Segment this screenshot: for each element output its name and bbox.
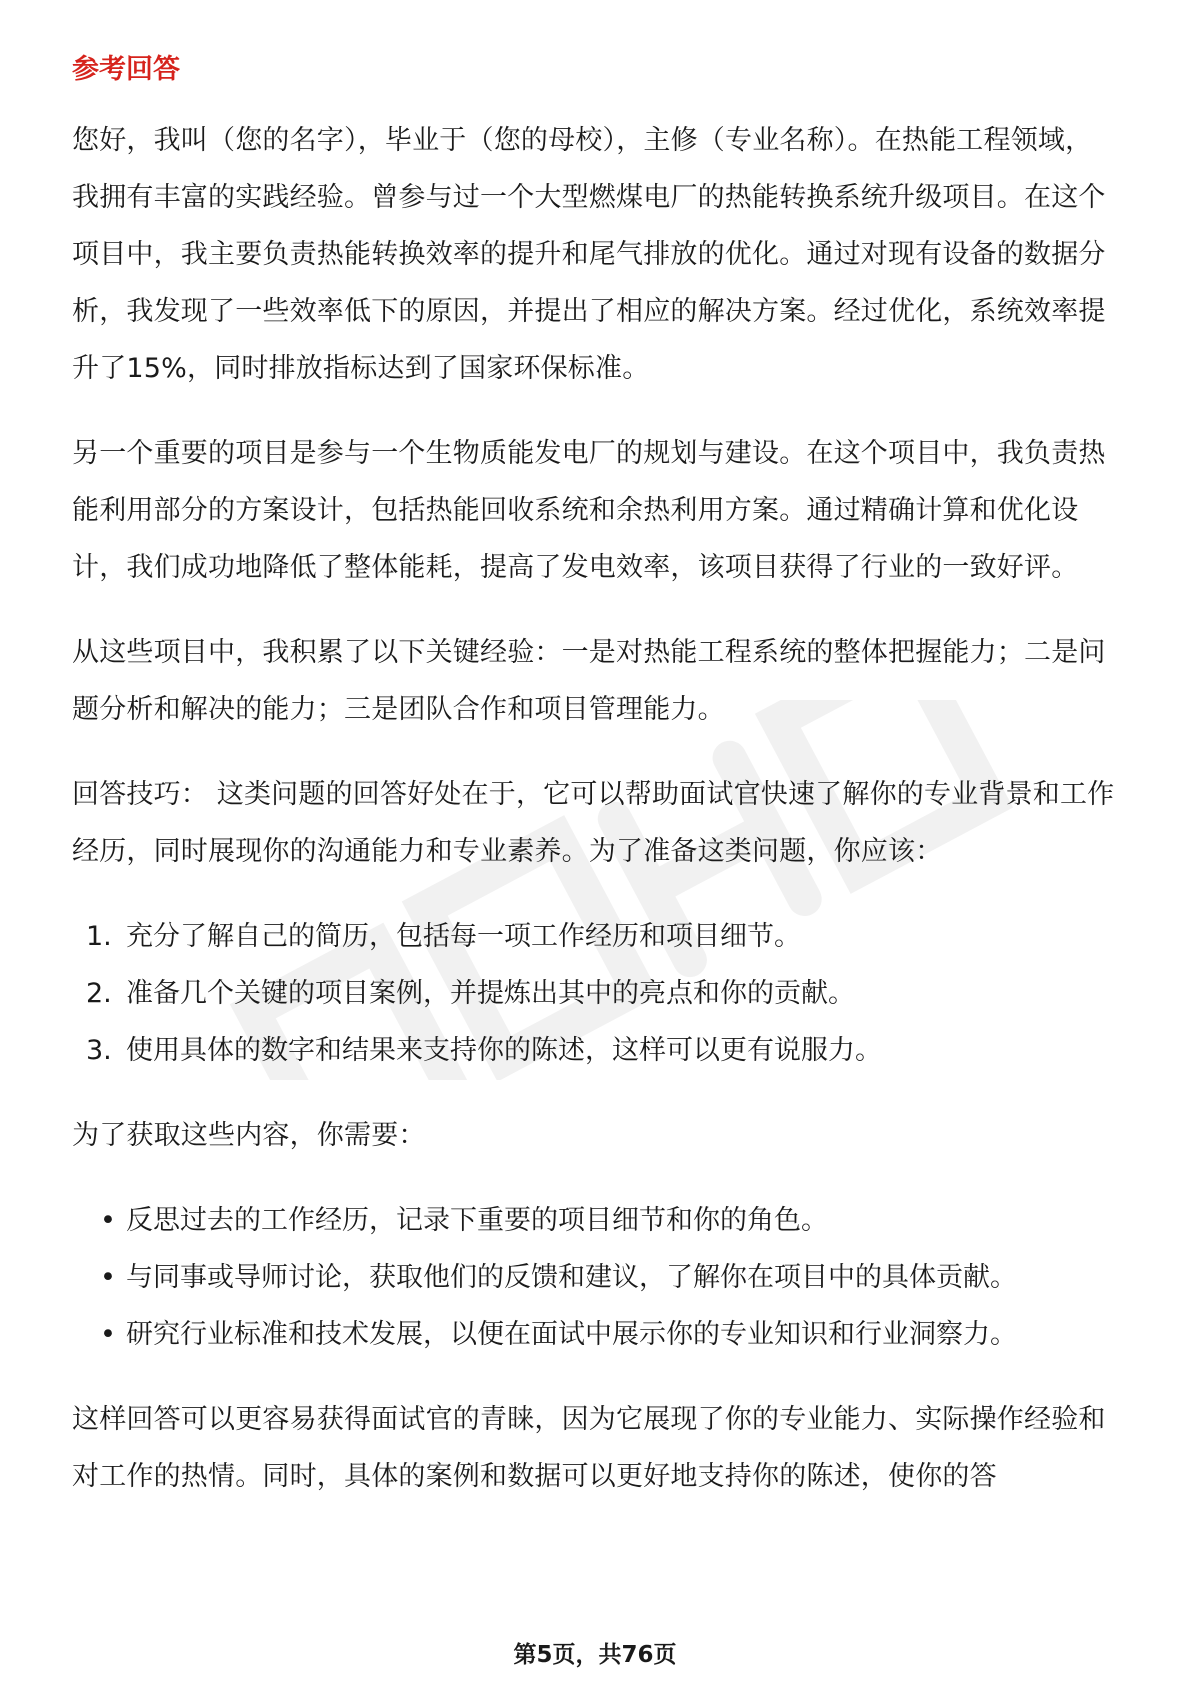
paragraph-gather-content: 为了获取这些内容，你需要： bbox=[72, 1120, 426, 1151]
list-item-text: 反思过去的工作经历，记录下重要的项目细节和你的角色。 bbox=[126, 1205, 828, 1236]
list-item bbox=[72, 1192, 1118, 1249]
list-item-text: 与同事或导师讨论，获取他们的反馈和建议，了解你在项目中的具体贡献。 bbox=[126, 1262, 1017, 1293]
numbered-list bbox=[72, 908, 1118, 1079]
list-item bbox=[72, 1022, 1118, 1079]
list-item-text: 充分了解自己的简历，包括每一项工作经历和项目细节。 bbox=[126, 921, 801, 952]
paragraph-closing: 这样回答可以更容易获得面试官的青睐，因为它展现了你的专业能力、实际操作经验和对工作的热情。同时，具体的案例和数据可以更好地支持你的陈述，使你的答 bbox=[72, 1404, 1106, 1492]
page-number-footer: 第5页，共76页 bbox=[513, 1642, 677, 1668]
bullet-icon: • bbox=[100, 1205, 116, 1236]
list-item-text: 研究行业标准和技术发展，以便在面试中展示你的专业知识和行业洞察力。 bbox=[126, 1319, 1017, 1350]
list-item bbox=[72, 965, 1118, 1022]
bullet-icon: • bbox=[100, 1319, 116, 1350]
list-item-text: 准备几个关键的项目案例，并提炼出其中的亮点和你的贡献。 bbox=[126, 978, 855, 1009]
list-item bbox=[72, 908, 1118, 965]
paragraph-project-two: 另一个重要的项目是参与一个生物质能发电厂的规划与建设。在这个项目中，我负责热能利用部分的方案设计，包括热能回收系统和余热利用方案。通过精确计算和优化设计，我们成功地降低了整体能耗，提高了发电效率，该项目获得了行业的一致好评。 bbox=[72, 438, 1106, 583]
list-item-text: 使用具体的数字和结果来支持你的陈述，这样可以更有说服力。 bbox=[126, 1035, 882, 1066]
bullet-list bbox=[72, 1192, 1118, 1363]
paragraph-intro: 您好，我叫（您的名字），毕业于（您的母校），主修（专业名称）。在热能工程领域，我拥有丰富的实践经验。曾参与过一个大型燃煤电厂的热能转换系统升级项目。在这个项目中，我主要负责热能转换效率的提升和尾气排放的优化。通过对现有设备的数据分析，我发现了一些效率低下的原因，并提出了相应的解决方案。经过优化，系统效率提升了15%，同时排放指标达到了国家环保标准。 bbox=[72, 125, 1106, 384]
paragraph-key-experience: 从这些项目中，我积累了以下关键经验：一是对热能工程系统的整体把握能力；二是问题分析和解决的能力；三是团队合作和项目管理能力。 bbox=[72, 637, 1106, 725]
list-number: 1. bbox=[86, 921, 112, 952]
list-number: 2. bbox=[86, 978, 112, 1009]
list-item bbox=[72, 1306, 1118, 1363]
bullet-icon: • bbox=[100, 1262, 116, 1293]
list-item bbox=[72, 1249, 1118, 1306]
section-heading: 参考回答 bbox=[72, 54, 180, 85]
document-body bbox=[72, 50, 1118, 1533]
paragraph-answer-tips: 回答技巧： 这类问题的回答好处在于，它可以帮助面试官快速了解你的专业背景和工作经历，同时展现你的沟通能力和专业素养。为了准备这类问题，你应该： bbox=[72, 779, 1115, 867]
list-number: 3. bbox=[86, 1035, 112, 1066]
